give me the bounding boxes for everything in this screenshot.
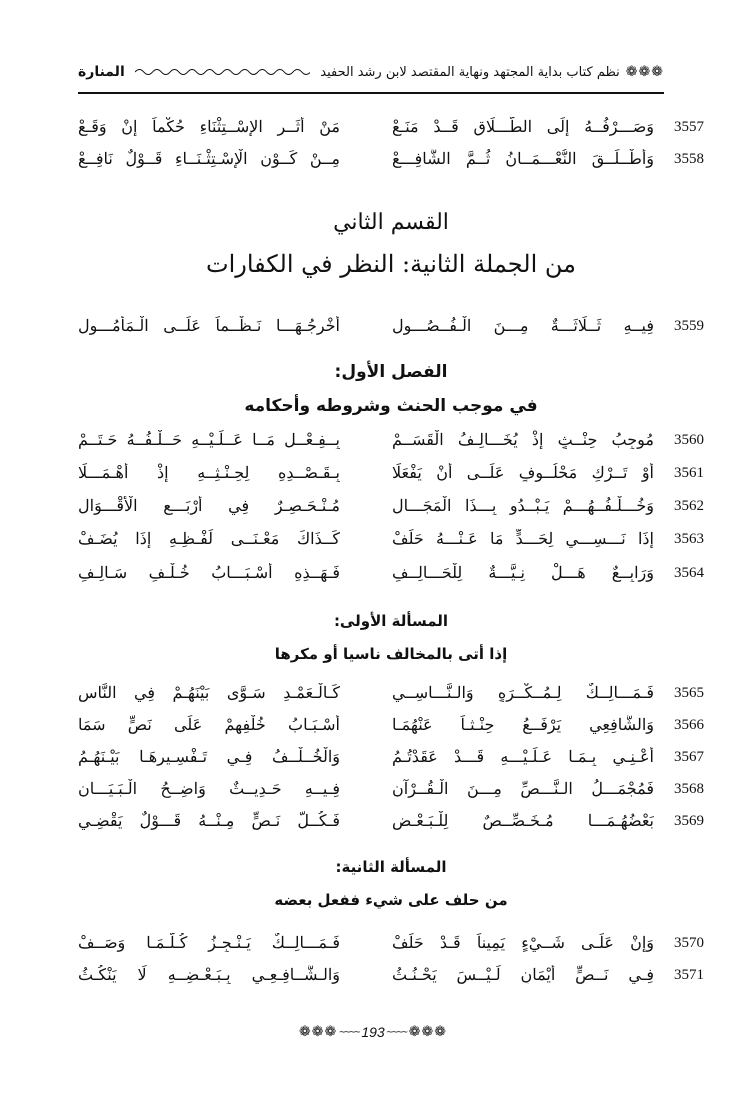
issue-title: إذا أتى بالمخالف ناسيا أو مكرها: [274, 645, 508, 663]
header-brand: المنارة: [78, 64, 125, 80]
verse-row: [78, 931, 704, 961]
verse-number: 3561: [674, 465, 704, 481]
verse-second-hemistich: مَنْ أَثَــرِ الإِسْــتِثْنَاءِ حُكْماً إِنْ وَقَـعْ: [78, 117, 340, 136]
verse-number: 3558: [674, 151, 704, 167]
verse-first-hemistich: إِذَا نَـــسِـــي لِحَـــدٍّ مَا عَـنْـــهُ حَلَفْ: [392, 529, 654, 548]
footer-dash-icon: ~~~~: [339, 1026, 360, 1038]
verse-second-hemistich: كَــذَاكَ مَعْـنَــى لَفْـظِـهِ إِذَا يُضَـفْ: [78, 529, 340, 548]
verse-number: 3567: [674, 749, 704, 765]
chapter-heading: الفصل الأول:: [334, 362, 448, 382]
verse-first-hemistich: وَإِنْ عَلَـى شَــيْءٍ يَمِيناً قَـدْ حَلَفْ: [392, 933, 654, 952]
verse-row: [78, 963, 704, 993]
verse-row: [78, 681, 704, 711]
verse-number: 3570: [674, 935, 704, 951]
verse-second-hemistich: بِــفِـعْــلِ مَــا عَــلَـيْــهِ حَــلْـفُــهُ حَـتَــمْ: [78, 430, 340, 449]
verse-number: 3569: [674, 813, 704, 829]
verse-first-hemistich: وَخُـــلْـفُــهُـــمْ يَـبْــدُو بِـــذَا الْمَجَـــالِ: [392, 496, 654, 515]
header-rule: [78, 92, 664, 94]
header-wavy-line: [135, 67, 311, 77]
verse-second-hemistich: بِـقَـصْــدِهِ لِحِـنْـثِــهِ إِذْ أَهْـمَـــلَا: [78, 463, 340, 482]
verse-first-hemistich: وَأَطْــلَــقَ النُّعْـــمَــانُ ثُــمَّ الشَّافِـــعْ: [392, 149, 654, 168]
verse-number: 3562: [674, 498, 704, 514]
verse-row: [78, 428, 704, 458]
verse-first-hemistich: فَمُجْمَـــلُ الـنَّـــصِّ مِـــنَ الْـقُــرْآنِ: [392, 779, 654, 798]
verse-first-hemistich: وَصَـــرْفُــهُ إِلَى الطَّـــلَاقِ قَــدْ مَنَـعْ: [392, 117, 654, 136]
verse-number: 3557: [674, 119, 704, 135]
verse-first-hemistich: أَوْ تَــرْكِ مَحْلُــوفٍ عَلَــى أَنْ يَفْعَلَا: [392, 463, 654, 482]
verse-number: 3568: [674, 781, 704, 797]
header-title: نظم كتاب بداية المجتهد ونهاية المقتصد لابن رشد الحفيد: [320, 64, 620, 80]
verse-row: [78, 527, 704, 557]
verse-first-hemistich: فِيــهِ ثَــلَاثَـــةٌ مِـــنَ الْـفُــصُـــولِ: [392, 316, 654, 335]
page-number: 193: [361, 1024, 385, 1040]
issue-heading: المسألة الثانية:: [335, 858, 447, 876]
verse-row: [78, 713, 704, 743]
verse-first-hemistich: فِـي نَــصٍّ أَيْمَانٍ لَـيْــسَ يَحْـنُـثُ: [392, 965, 654, 984]
verse-row: [78, 115, 704, 145]
verse-number: 3571: [674, 967, 704, 983]
footer-dash-icon: ~~~~: [386, 1026, 407, 1038]
verse-first-hemistich: وَرَابِــعٌ هَـــلْ نِـيَّـــةٌ لِلْحَـــالِــفِ: [392, 563, 654, 582]
verse-row: [78, 809, 704, 839]
verse-second-hemistich: فَـهَــذِهِ أَسْـبَـــابُ خُـلْـفِ سَـالِـفِ: [78, 563, 340, 582]
verse-number: 3564: [674, 565, 704, 581]
verse-number: 3559: [674, 318, 704, 334]
verse-second-hemistich: وَالْخُــلْــفُ فِـي تَـفْسِـيرِهَـا بَيْـنَهُـمُ: [78, 747, 340, 766]
header-ornament-icon: ❁❁❁: [625, 64, 664, 80]
verse-first-hemistich: فَـمَـــالِــكٌ لِـمُــكْــرَهٍ وَالـنَّـــاسِــي: [392, 683, 654, 702]
verse-row: [78, 494, 704, 524]
verse-number: 3565: [674, 685, 704, 701]
part-heading: القسم الثاني: [333, 210, 449, 235]
footer-ornament-icon: ❁❁❁: [299, 1024, 338, 1040]
verse-second-hemistich: مِــنْ كَــوْنِ الْإِسْـتِثْـنَــاءِ قَــوْلٌ نَافِــعْ: [78, 149, 340, 168]
verse-row: [78, 461, 704, 491]
issue-title: من حلف على شيء ففعل بعضه: [274, 891, 508, 909]
verse-first-hemistich: أَعْـنِـي بِـمَـا عَـلَـيْـــهِ قَـــدْ عَقَدْتُـمُ: [392, 747, 654, 766]
verse-second-hemistich: وَالـشَّــافِـعِـي بِـبَـعْـضِــهِ لَا يَنْكُـثُ: [78, 965, 340, 984]
subpart-heading: من الجملة الثانية: النظر في الكفارات: [205, 250, 576, 278]
verse-row: [78, 314, 704, 344]
verse-number: 3566: [674, 717, 704, 733]
verse-first-hemistich: مُوجِبُ حِنْــثٍ إِذْ يُخَـــالِـفُ الْقَسَــمْ: [392, 430, 654, 449]
page-footer: [0, 1022, 746, 1042]
verse-number: 3560: [674, 432, 704, 448]
verse-second-hemistich: كَـالْـعَمْـدِ سَـوَّى بَيْنَهُـمْ فِي النَّاسِ: [78, 683, 340, 702]
verse-second-hemistich: مُـنْـحَـصِـرٌ فِي أَرْبَـــعِ الْأَقْـــوَالِ: [78, 496, 340, 515]
verse-row: [78, 147, 704, 177]
verse-second-hemistich: فَـكُــلُّ نَـصٍّ مِـنْــهُ قَـــوْلٌ يَقْضِـي: [78, 811, 340, 830]
verse-first-hemistich: وَالشَّافِعِي يَرْفَــعُ حِنْـثـاً عَنْهُمَـا: [392, 715, 654, 734]
chapter-title: في موجب الحنث وشروطه وأحكامه: [244, 396, 538, 416]
verse-row: [78, 561, 704, 591]
issue-heading: المسألة الأولى:: [333, 612, 449, 630]
verse-second-hemistich: أُخْرِجُـهَـــا نَـظْــماً عَلَــى الْـمَأْمُـــولِ: [78, 316, 340, 335]
verse-second-hemistich: فَـمَـــالِــكٌ يَـنْـجِـزُ كُـلَّـمَـا وَصَــفْ: [78, 933, 340, 952]
verse-second-hemistich: فِـيــهِ حَـدِيــثٌ وَاضِــحُ الْـبَـيَـــانِ: [78, 779, 340, 798]
verse-second-hemistich: أَسْـبَـابُ خُلْفِهِمْ عَلَى نَصٍّ سَمَا: [78, 715, 340, 734]
running-header: [78, 58, 664, 86]
footer-ornament-icon: ❁❁❁: [408, 1024, 447, 1040]
verse-number: 3563: [674, 531, 704, 547]
verse-row: [78, 777, 704, 807]
verse-first-hemistich: بَعْضُهُـمَـــا مُـخَـصِّــصٌ لِلْـبَـعْـضِ: [392, 811, 654, 830]
verse-row: [78, 745, 704, 775]
